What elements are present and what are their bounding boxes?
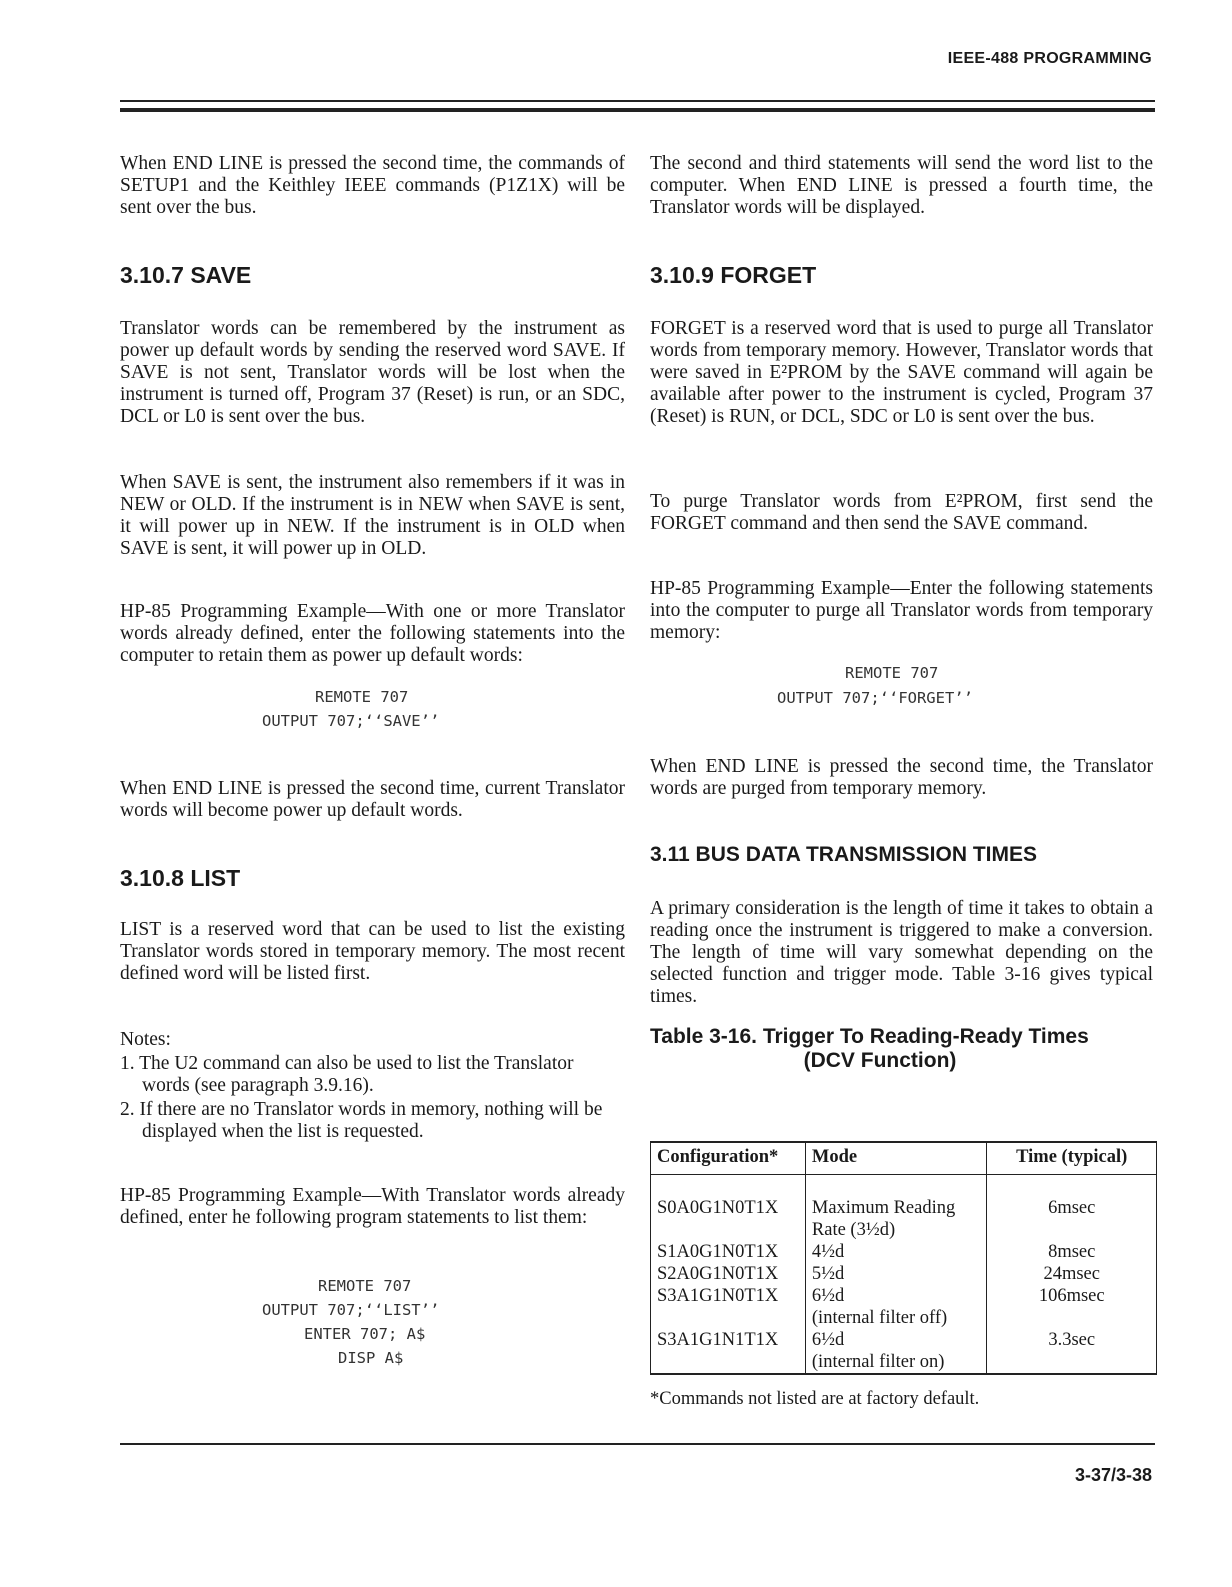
list-example: HP-85 Programming Example—With Translator words already defined, enter he following program statements to list them: xyxy=(120,1185,625,1228)
list-paragraph-1: LIST is a reserved word that can be used to list the existing Translator words stored in temporary memory. The most recent defined word will be listed first. xyxy=(120,919,625,984)
trigger-times-table xyxy=(650,1141,1157,1375)
table-caption-line-1: Table 3-16. Trigger To Reading-Ready Times xyxy=(650,1025,1089,1048)
forget-paragraph-1: FORGET is a reserved word that is used to purge all Translator words from temporary memory. However, Translator words that were saved in E²PROM by the SAVE command will again be available after power to the instrument is cycled, Program 37 (Reset) is RUN, or DCL, SDC or L0 is sent over the bus. xyxy=(650,318,1153,427)
table-cell-mode-line-1: 6½d xyxy=(811,1286,845,1306)
table-row xyxy=(651,1285,1157,1329)
table-cell-mode: 4½d xyxy=(805,1241,987,1263)
list-code-line-1: REMOTE 707 xyxy=(318,1277,412,1295)
table-cell-config: S3A1G1N1T1X xyxy=(651,1329,806,1374)
forget-paragraph-3: When END LINE is pressed the second time, the Translator words are purged from temporary memory. xyxy=(650,756,1153,799)
table-cell-mode-line-2: Rate (3½d) xyxy=(811,1220,896,1240)
save-heading: 3.10.7 SAVE xyxy=(120,262,252,288)
table-header-mode: Mode xyxy=(805,1142,987,1175)
header-rule-thick xyxy=(120,108,1155,112)
table-cell-mode xyxy=(805,1329,987,1374)
note-item: 1. The U2 command can also be used to list the Translator words (see paragraph 3.9.16). xyxy=(120,1053,574,1096)
forget-paragraph-2: To purge Translator words from E²PROM, first send the FORGET command and then send the SAVE command. xyxy=(650,491,1153,534)
table-cell-config: S2A0G1N0T1X xyxy=(651,1263,806,1285)
save-paragraph-2: When SAVE is sent, the instrument also remembers if it was in NEW or OLD. If the instrument is in NEW when SAVE is sent, it will power up in NEW. If the instrument is in OLD when SAVE is sent, it will power up in OLD. xyxy=(120,472,625,559)
page-number: 3-37/3-38 xyxy=(1074,1465,1152,1485)
forget-code-line-1: REMOTE 707 xyxy=(845,664,939,682)
save-example: HP-85 Programming Example—With one or more Translator words already defined, enter the following statements into the computer to retain them as power up default words: xyxy=(120,601,625,666)
table-row xyxy=(651,1263,1157,1285)
table-header-configuration: Configuration* xyxy=(651,1142,806,1175)
save-paragraph-3: When END LINE is pressed the second time, current Translator words will become power up default words. xyxy=(120,778,625,821)
table-cell-mode xyxy=(805,1285,987,1329)
list-heading: 3.10.8 LIST xyxy=(120,865,241,891)
bus-heading: 3.11 BUS DATA TRANSMISSION TIMES xyxy=(650,843,1037,866)
bus-paragraph-1: A primary consideration is the length of time it takes to obtain a reading once the instrument is triggered to make a conversion. The length of time will vary somewhat depending on the selected function and trigger mode. Table 3-16 gives typical times. xyxy=(650,898,1153,1007)
table-header-time: Time (typical) xyxy=(987,1142,1157,1175)
left-paragraph-end-line: When END LINE is pressed the second time, the commands of SETUP1 and the Keithley IEEE commands (P1Z1X) will be sent over the bus. xyxy=(120,153,625,218)
table-cell-mode xyxy=(805,1175,987,1242)
table-cell-mode: 5½d xyxy=(805,1263,987,1285)
table-cell-time: 8msec xyxy=(987,1241,1157,1263)
table-header-row xyxy=(651,1142,1157,1175)
table-cell-config: S3A1G1N0T1X xyxy=(651,1285,806,1329)
save-code-line-1: REMOTE 707 xyxy=(315,688,409,706)
list-code-line-2: OUTPUT 707;‘‘LIST’’ xyxy=(262,1301,440,1319)
table-cell-config: S1A0G1N0T1X xyxy=(651,1241,806,1263)
table-cell-config: S0A0G1N0T1X xyxy=(651,1175,806,1242)
list-code-line-3: ENTER 707; A$ xyxy=(304,1325,426,1343)
note-item: 2. If there are no Translator words in memory, nothing will be displayed when the list is requested. xyxy=(120,1099,603,1142)
table-row xyxy=(651,1329,1157,1374)
table-cell-mode-line-1: 6½d xyxy=(811,1330,845,1350)
table-caption-line-2: (DCV Function) xyxy=(803,1049,957,1072)
table-cell-time: 24msec xyxy=(987,1263,1157,1285)
table-row xyxy=(651,1241,1157,1263)
table-cell-time: 3.3sec xyxy=(987,1329,1157,1374)
table-cell-time: 6msec xyxy=(987,1175,1157,1242)
forget-code-line-2: OUTPUT 707;‘‘FORGET’’ xyxy=(777,689,973,707)
save-code-line-2: OUTPUT 707;‘‘SAVE’’ xyxy=(262,712,440,730)
table-cell-mode-line-2: (internal filter on) xyxy=(811,1352,945,1372)
notes-list xyxy=(120,1053,625,1143)
forget-heading: 3.10.9 FORGET xyxy=(650,262,817,288)
running-head: IEEE-488 PROGRAMMING xyxy=(947,50,1152,67)
footer-rule xyxy=(120,1443,1155,1445)
table-cell-mode-line-2: (internal filter off) xyxy=(811,1308,948,1328)
table-footnote: *Commands not listed are at factory default. xyxy=(650,1389,980,1409)
table-cell-time: 106msec xyxy=(987,1285,1157,1329)
header-rule xyxy=(120,100,1155,102)
save-paragraph-1: Translator words can be remembered by the instrument as power up default words by sending the reserved word SAVE. If SAVE is not sent, Translator words will be lost when the instrument is turned off, Program 37 (Reset) is run, or an SDC, DCL or L0 is sent over the bus. xyxy=(120,318,625,427)
table-cell-mode-line-1: Maximum Reading xyxy=(811,1198,956,1218)
list-code-line-4: DISP A$ xyxy=(338,1349,404,1367)
notes-label: Notes: xyxy=(120,1029,171,1050)
forget-example: HP-85 Programming Example—Enter the following statements into the computer to purge all Translator words from temporary memory: xyxy=(650,578,1153,643)
table-row xyxy=(651,1175,1157,1242)
right-paragraph-second-third: The second and third statements will send the word list to the computer. When END LINE is pressed a fourth time, the Translator words will be displayed. xyxy=(650,153,1153,218)
table-caption xyxy=(650,1025,1110,1073)
